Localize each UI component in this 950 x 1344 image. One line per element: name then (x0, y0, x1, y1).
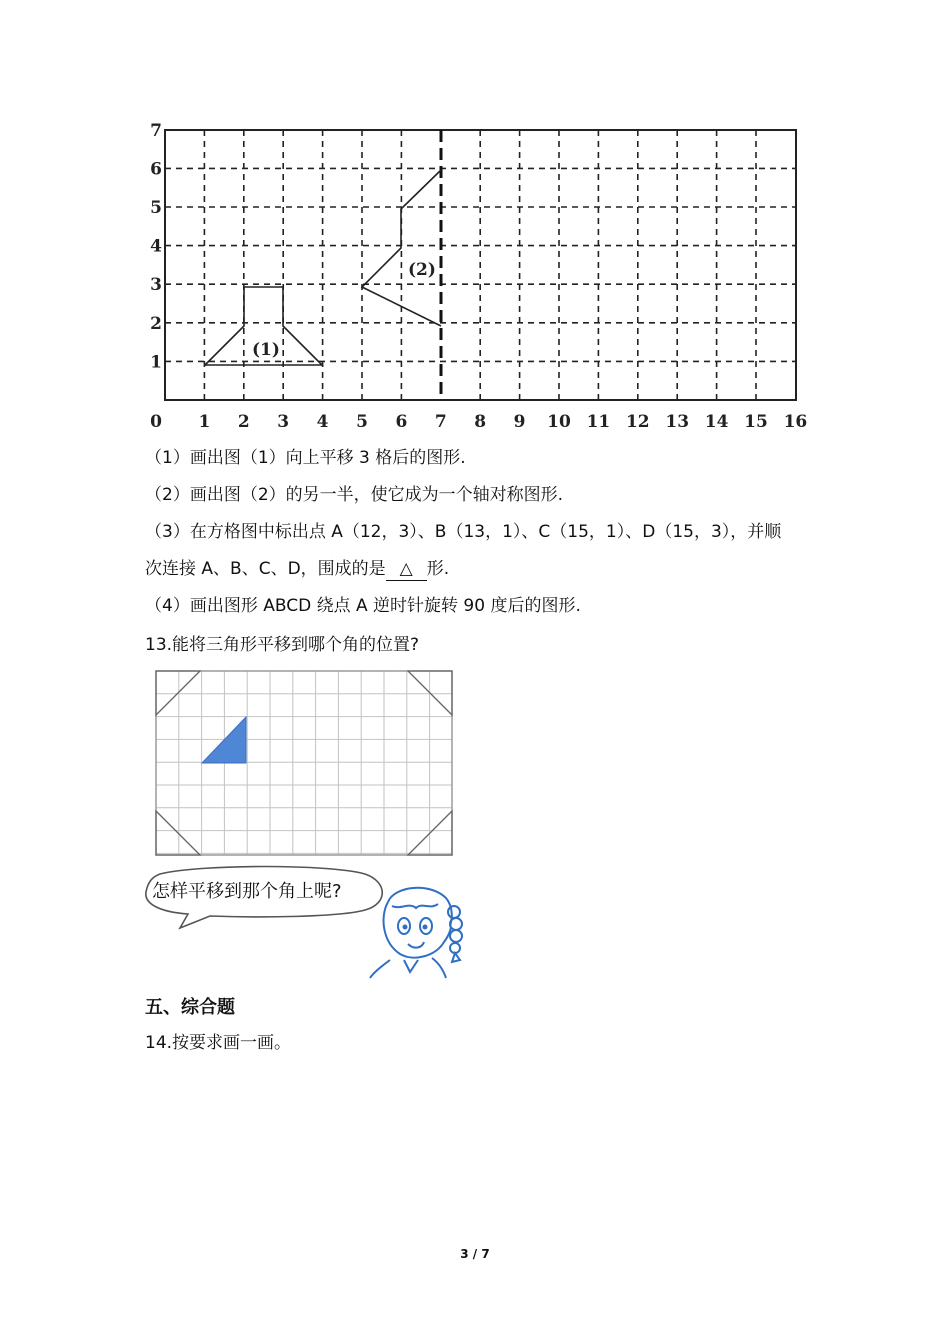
x-tick-label: 11 (586, 412, 611, 432)
y-tick-label: 5 (150, 198, 162, 218)
x-tick-label: 1 (198, 412, 211, 432)
section5-heading: 五、综合题 (145, 997, 235, 1018)
translation-grid-figure (150, 665, 460, 860)
x-tick-label: 5 (356, 412, 368, 432)
small-grid (156, 671, 452, 855)
q12-sub3-line1: （3）在方格图中标出点 A（12，3）、B（13，1）、C（15，1）、D（15，3），并顺 (145, 522, 782, 542)
x-axis-labels (150, 412, 807, 432)
x-tick-label: 7 (434, 412, 447, 432)
x-tick-label: 16 (783, 412, 808, 432)
shape-2-half (362, 170, 441, 326)
corner-top-left (156, 671, 200, 715)
q13-question: 13.能将三角形平移到哪个角的位置? (145, 635, 420, 655)
y-tick-label: 2 (150, 313, 162, 334)
q12-sub1: （1）画出图（1）向上平移 3 格后的图形. (145, 448, 466, 468)
q12-sub2: （2）画出图（2）的另一半，使它成为一个轴对称图形. (145, 485, 564, 505)
q12-sub3-prefix: 次连接 A、B、C、D，围成的是 (145, 559, 386, 579)
page-number: 3 / 7 (460, 1247, 490, 1261)
x-tick-label: 9 (513, 412, 526, 432)
y-tick-label: 3 (150, 275, 162, 296)
x-tick-label: 10 (547, 412, 571, 432)
y-tick-label: 7 (150, 120, 162, 141)
corner-bottom-left (156, 811, 200, 855)
y-axis-labels (150, 121, 162, 373)
x-tick-label: 0 (150, 412, 162, 432)
q12-sub3-answer-blank: △ (386, 558, 427, 581)
shape-2-label: (2) (408, 260, 436, 280)
coordinate-grid-figure (140, 115, 820, 440)
x-tick-label: 8 (474, 412, 487, 432)
x-tick-label: 12 (625, 412, 650, 432)
y-tick-label: 1 (150, 352, 162, 373)
girl-cartoon (360, 880, 470, 980)
q12-sub3-suffix: 形. (426, 559, 450, 579)
x-tick-label: 3 (277, 412, 290, 432)
x-tick-label: 2 (237, 412, 250, 432)
y-tick-label: 6 (150, 159, 162, 180)
speech-text: 怎样平移到那个角上呢? (152, 881, 342, 902)
small-grid-frame (156, 671, 452, 855)
q12-sub3-line2 (145, 557, 449, 581)
x-tick-label: 15 (744, 412, 768, 432)
x-tick-label: 4 (316, 412, 329, 432)
q14-text: 14.按要求画一画。 (145, 1033, 292, 1053)
shape-1-label: (1) (252, 340, 280, 360)
x-tick-label: 6 (395, 412, 408, 432)
x-tick-label: 14 (704, 412, 729, 432)
x-tick-label: 13 (665, 412, 690, 432)
y-tick-label: 4 (150, 236, 162, 257)
q12-sub4: （4）画出图形 ABCD 绕点 A 逆时针旋转 90 度后的图形. (145, 596, 581, 616)
